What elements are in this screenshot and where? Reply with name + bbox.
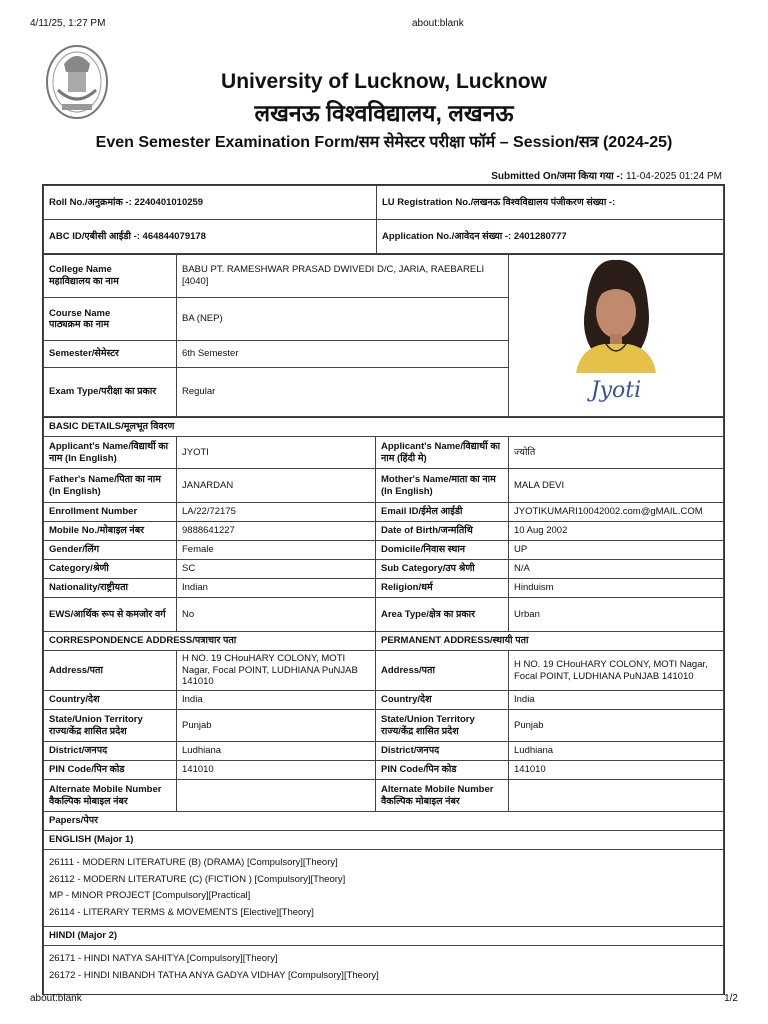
perm-pin-value: 141010 (509, 761, 724, 780)
paper-item: 26172 - HINDI NIBANDH TATHA ANYA GADYA VIDHAY [Compulsory][Theory] (49, 969, 379, 981)
perm-district-value: Ludhiana (509, 742, 724, 761)
footer-url: about:blank (30, 993, 82, 1004)
nationality-value: Indian (177, 579, 376, 598)
corr-pin-label: PIN Code/पिन कोड (44, 761, 177, 780)
photo-cell (509, 254, 724, 417)
mobile-value: 9888641227 (177, 522, 376, 541)
perm-address-value: H NO. 19 CHouHARY COLONY, MOTI Nagar, Focal POINT, LUDHIANA PuNJAB 141010 (509, 651, 724, 691)
paper-item: 26114 - LITERARY TERMS & MOVEMENTS [Elective][Theory] (49, 906, 314, 918)
submitted-on: Submitted On/जमा किया गया -: 11-04-2025 01:24 PM (491, 171, 722, 182)
form-title: Even Semester Examination Form/सम सेमेस्टर परीक्षा फॉर्म – Session/सत्र (2024-25) (95, 134, 673, 151)
basic-details-heading: BASIC DETAILS/मूलभूत विवरण (44, 417, 724, 437)
corr-address-value: H NO. 19 CHouHARY COLONY, MOTI Nagar, Focal POINT, LUDHIANA PuNJAB 141010 (177, 651, 376, 691)
name-en-value: JYOTI (177, 437, 376, 469)
abc-id: ABC ID/एबीसी आईडी -: 464844079178 (44, 220, 377, 254)
mother-label: Mother's Name/माता का नाम (In English) (376, 469, 509, 503)
area-type-label: Area Type/क्षेत्र का प्रकार (376, 598, 509, 632)
ews-value: No (177, 598, 376, 632)
paper-item: 26112 - MODERN LITERATURE (C) (FICTION ) [Compulsory][Theory] (49, 873, 346, 885)
subcategory-value: N/A (509, 560, 724, 579)
applicant-signature: Jyoti (590, 378, 642, 404)
religion-label: Religion/धर्म (376, 579, 509, 598)
applicant-photo (556, 258, 676, 373)
corr-country-label: Country/देश (44, 691, 177, 710)
category-value: SC (177, 560, 376, 579)
paper-item: 26171 - HINDI NATYA SAHITYA [Compulsory][Theory] (49, 953, 278, 964)
dob-label: Date of Birth/जन्मतिथि (376, 522, 509, 541)
perm-state-label: State/Union Territory राज्य/केंद्र शासित प्रदेश (376, 710, 509, 742)
course-label: Course Name पाठ्यक्रम का नाम (44, 298, 177, 341)
course-value: BA (NEP) (177, 298, 509, 341)
university-title-en: University of Lucknow, Lucknow (221, 70, 547, 93)
corr-district-value: Ludhiana (177, 742, 376, 761)
email-label: Email ID/ईमेल आईडी (376, 503, 509, 522)
area-type-value: Urban (509, 598, 724, 632)
college-section (42, 253, 725, 418)
domicile-value: UP (509, 541, 724, 560)
category-label: Category/श्रेणी (44, 560, 177, 579)
paper-item: 26111 - MODERN LITERATURE (B) (DRAMA) [Compulsory][Theory] (49, 857, 338, 868)
gender-value: Female (177, 541, 376, 560)
semester-label: Semester/सेमेस्टर (44, 341, 177, 368)
print-datetime: 4/11/25, 1:27 PM (30, 18, 106, 29)
hindi-heading: HINDI (Major 2) (44, 927, 724, 946)
father-label: Father's Name/पिता का नाम (In English) (44, 469, 177, 503)
corr-country-value: India (177, 691, 376, 710)
application-number: Application No./आवेदन संख्या -: 2401280777 (377, 220, 724, 254)
university-title-hi: लखनऊ विश्वविद्यालय, लखनऊ (254, 100, 514, 126)
footer-page: 1/2 (724, 993, 738, 1004)
name-hi-value: ज्योति (509, 437, 724, 469)
basic-details-section (42, 416, 725, 995)
permanent-heading: PERMANENT ADDRESS/स्थायी पता (376, 632, 724, 651)
exam-type-value: Regular (177, 368, 509, 417)
id-section (42, 184, 725, 255)
mother-value: MALA DEVI (509, 469, 724, 503)
hindi-papers (44, 946, 724, 994)
corr-alt-mobile-label: Alternate Mobile Number वैकल्पिक मोबाइल नंबर (44, 780, 177, 812)
roll-number: Roll No./अनुक्रमांक -: 2240401010259 (44, 186, 377, 220)
name-hi-label: Applicant's Name/विद्यार्थी का नाम (हिंदी मे) (376, 437, 509, 469)
corr-alt-mobile-value (177, 780, 376, 812)
corr-district-label: District/जनपद (44, 742, 177, 761)
papers-heading: Papers/पेपर (44, 812, 724, 831)
father-value: JANARDAN (177, 469, 376, 503)
perm-country-value: India (509, 691, 724, 710)
perm-alt-mobile-value (509, 780, 724, 812)
enrollment-label: Enrollment Number (44, 503, 177, 522)
semester-value: 6th Semester (177, 341, 509, 368)
corr-state-value: Punjab (177, 710, 376, 742)
domicile-label: Domicile/निवास स्थान (376, 541, 509, 560)
perm-pin-label: PIN Code/पिन कोड (376, 761, 509, 780)
corr-pin-value: 141010 (177, 761, 376, 780)
college-value: BABU PT. RAMESHWAR PRASAD DWIVEDI D/C, JARIA, RAEBARELI [4040] (177, 254, 509, 298)
subcategory-label: Sub Category/उप श्रेणी (376, 560, 509, 579)
corr-address-label: Address/पता (44, 651, 177, 691)
english-heading: ENGLISH (Major 1) (44, 831, 724, 850)
dob-value: 10 Aug 2002 (509, 522, 724, 541)
lu-registration: LU Registration No./लखनऊ विश्वविद्यालय पंजीकरण संख्या -: (377, 186, 724, 220)
print-url: about:blank (412, 18, 464, 29)
perm-country-label: Country/देश (376, 691, 509, 710)
email-value: JYOTIKUMARI10042002.com@gMAIL.COM (509, 503, 724, 522)
paper-item: MP - MINOR PROJECT [Compulsory][Practical] (49, 890, 251, 901)
enrollment-value: LA/22/72175 (177, 503, 376, 522)
correspondence-heading: CORRESPONDENCE ADDRESS/पत्राचार पता (44, 632, 376, 651)
exam-type-label: Exam Type/परीक्षा का प्रकार (44, 368, 177, 417)
name-en-label: Applicant's Name/विद्यार्थी का नाम (In English) (44, 437, 177, 469)
ews-label: EWS/आर्थिक रूप से कमजोर वर्ग (44, 598, 177, 632)
corr-state-label: State/Union Territory राज्य/केंद्र शासित प्रदेश (44, 710, 177, 742)
mobile-label: Mobile No./मोबाइल नंबर (44, 522, 177, 541)
perm-state-value: Punjab (509, 710, 724, 742)
gender-label: Gender/लिंग (44, 541, 177, 560)
perm-address-label: Address/पता (376, 651, 509, 691)
perm-alt-mobile-label: Alternate Mobile Number वैकल्पिक मोबाइल नंबर (376, 780, 509, 812)
nationality-label: Nationality/राष्ट्रीयता (44, 579, 177, 598)
perm-district-label: District/जनपद (376, 742, 509, 761)
college-label: College Name महाविद्यालय का नाम (44, 254, 177, 298)
english-papers (44, 850, 724, 927)
religion-value: Hinduism (509, 579, 724, 598)
